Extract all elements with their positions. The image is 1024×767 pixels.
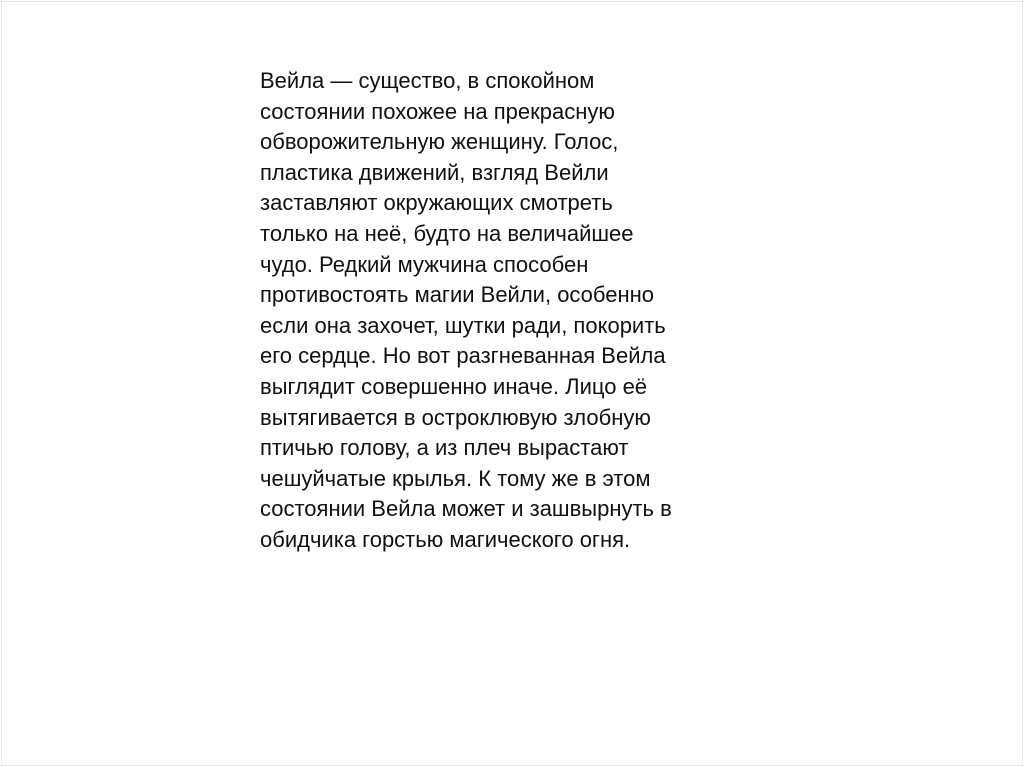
text-line: если она захочет, шутки ради, покорить [260,312,666,338]
text-line: чудо. Редкий мужчина способен [260,251,589,277]
text-line: его сердце. Но вот разгневанная Вейла [260,343,666,369]
text-line: Вейла — существо, в спокойном [260,68,595,93]
text-line: обидчика горстью магического огня. [260,526,631,552]
text-line: пластика движений, взгляд Вейли [260,159,609,185]
text-line: заставляют окружающих смотреть [260,190,613,216]
text-line: чешуйчатые крылья. К тому же в этом [260,465,651,491]
text-line: обворожительную женщину. Голос, [260,129,619,155]
text-line: выглядит совершенно иначе. Лицо её [260,373,648,399]
text-line: птичью голову, а из плеч вырастают [260,435,629,461]
slide [1,1,1023,766]
text-line: вытягивается в остроклювую злобную [260,404,651,430]
body-text [260,66,760,556]
text-line: противостоять магии Вейли, особенно [260,282,655,308]
text-line: только на неё, будто на величайшее [260,220,634,246]
text-line: состоянии похожее на прекрасную [260,98,615,124]
text-line: состоянии Вейла может и зашвырнуть в [260,496,672,522]
